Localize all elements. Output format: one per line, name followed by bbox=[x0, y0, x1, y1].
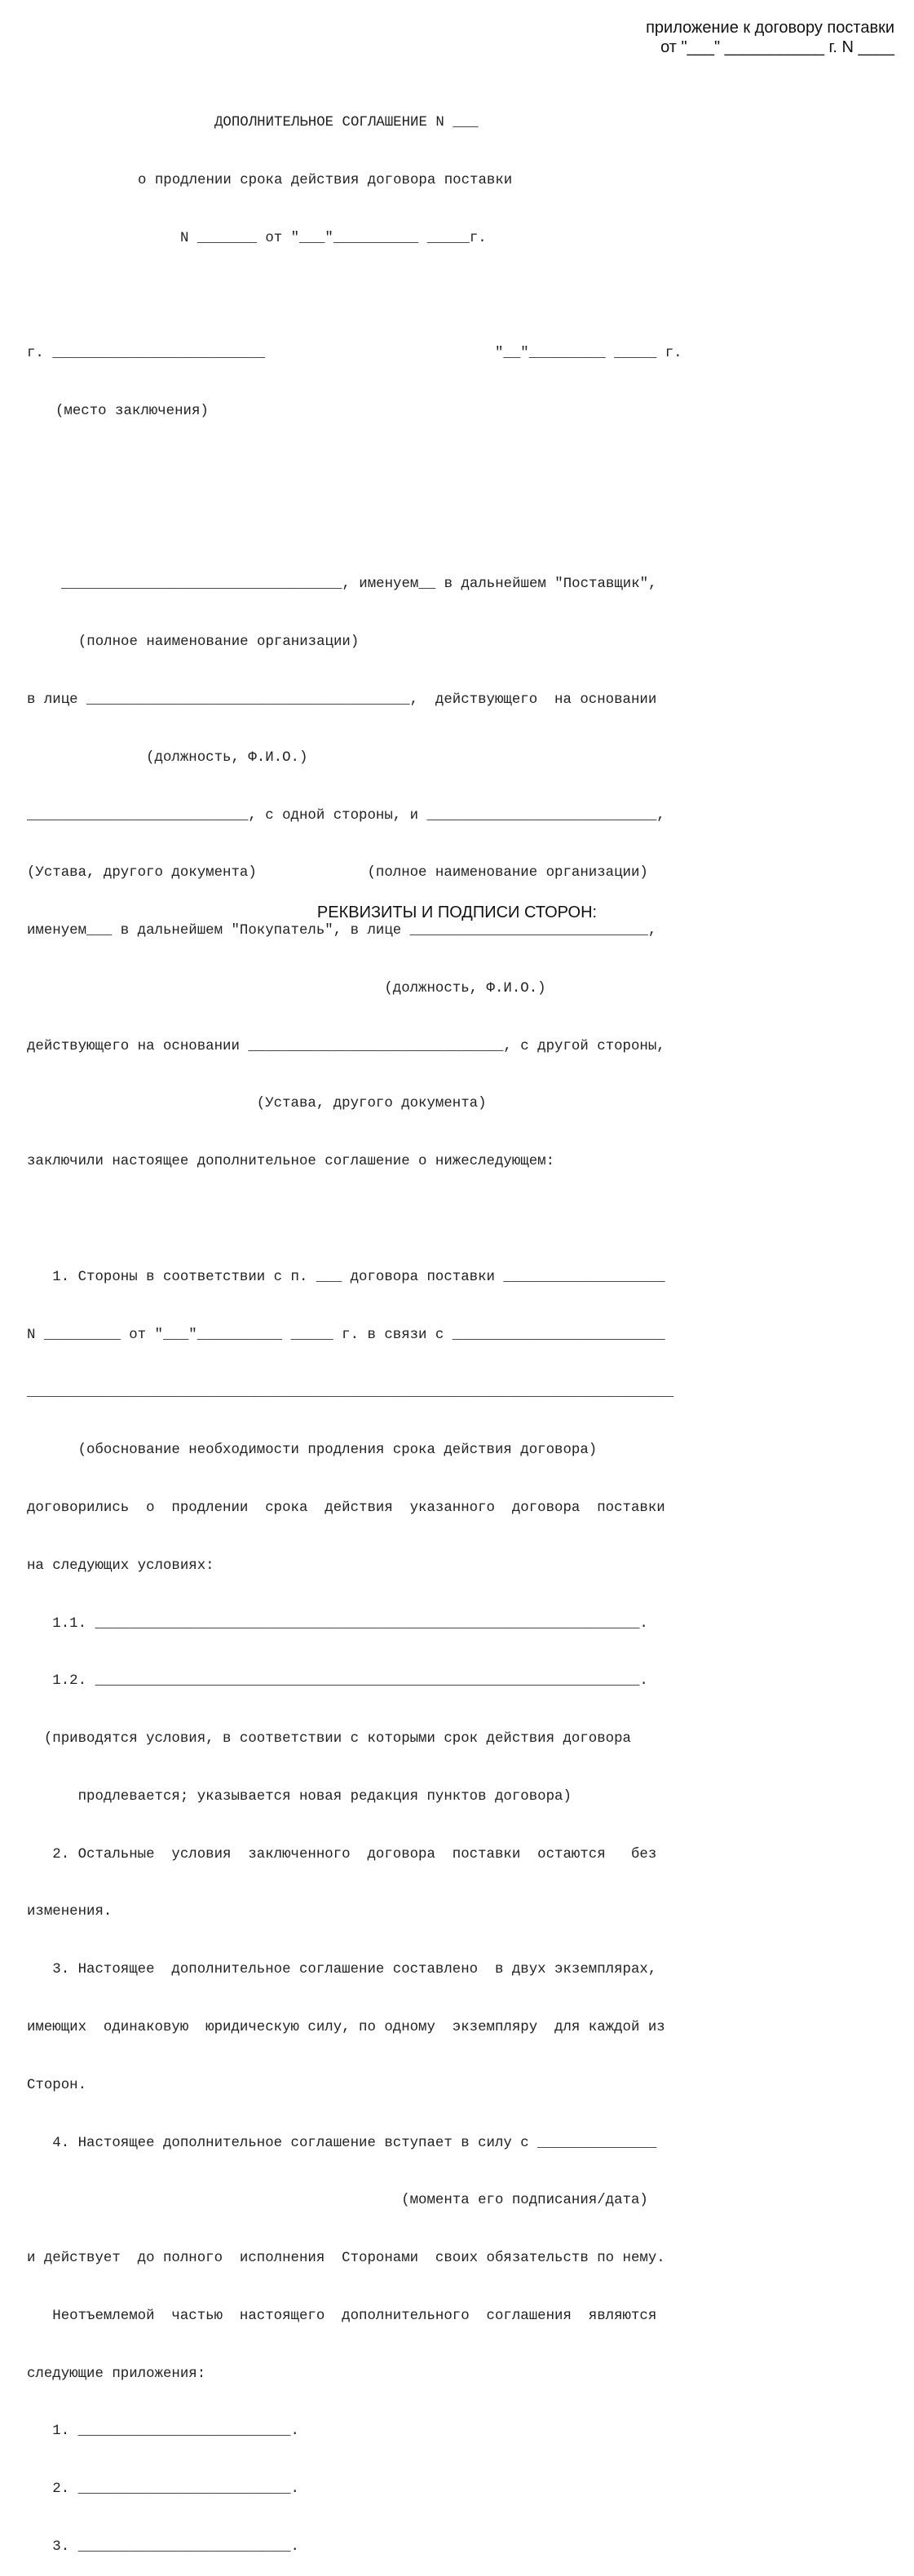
clause-line: 3. _________________________. bbox=[27, 2539, 299, 2555]
clause-line: 1.1. ________________________________________________________________. bbox=[27, 1615, 648, 1632]
spacer bbox=[27, 460, 907, 479]
document-header bbox=[646, 18, 894, 57]
parties-line: (должность, Ф.И.О.) bbox=[27, 749, 308, 766]
clause-line: 3. Настоящее дополнительное соглашение составлено в двух экземплярах, bbox=[27, 1962, 657, 1978]
header-line-1: приложение к договору поставки bbox=[646, 19, 894, 37]
parties-line: (полное наименование организации) bbox=[61, 634, 360, 651]
clause-line: Сторон. bbox=[27, 2077, 87, 2093]
parties-line: действующего на основании ______________________________, с другой стороны, bbox=[27, 1038, 665, 1054]
spacer bbox=[27, 287, 907, 307]
clause-line: имеющих одинаковую юридическую силу, по одному экземпляру для каждой из bbox=[27, 2019, 665, 2035]
spacer bbox=[27, 518, 907, 537]
spacer bbox=[27, 1210, 907, 1230]
clause-line: (момента его подписания/дата) bbox=[27, 2193, 648, 2209]
clause-line: 1.2. ________________________________________________________________. bbox=[27, 1673, 648, 1690]
signatures-title: РЕКВИЗИТЫ И ПОДПИСИ СТОРОН: bbox=[316, 904, 598, 921]
clause-line: (приводятся условия, в соответствии с которыми срок действия договора bbox=[27, 1731, 631, 1748]
parties-line: (Устава, другого документа) (полное наименование организации) bbox=[27, 865, 648, 881]
clause-line: 4. Настоящее дополнительное соглашение вступает в силу с ______________ bbox=[27, 2135, 657, 2151]
clause-line: N _________ от "___"__________ _____ г. в связи с _________________________ bbox=[27, 1327, 665, 1343]
parties-line: (Устава, другого документа) bbox=[27, 1096, 487, 1112]
clause-line: ____________________________________________________________________________ bbox=[27, 1385, 674, 1401]
title-line-1: ДОПОЛНИТЕЛЬНОЕ СОГЛАШЕНИЕ N ___ bbox=[214, 115, 479, 131]
title-line-2: о продлении срока действия договора поставки bbox=[138, 172, 513, 188]
parties-line: __________________________, с одной стороны, и ___________________________, bbox=[27, 807, 665, 824]
clause-line: следующие приложения: bbox=[27, 2366, 206, 2382]
parties-line: _________________________________, именуем__ в дальнейшем "Поставщик", bbox=[61, 577, 657, 593]
header-line-2: от "___" ___________ г. N ____ bbox=[660, 38, 894, 56]
clause-line: и действует до полного исполнения Сторонами своих обязательств по нему. bbox=[27, 2251, 665, 2267]
clause-line: 1. Стороны в соответствии с п. ___ договора поставки ___________________ bbox=[27, 1269, 665, 1285]
place-hint: (место заключения) bbox=[55, 404, 209, 420]
parties-line: заключили настоящее дополнительное соглашение о нижеследующем: bbox=[27, 1154, 555, 1170]
place-date-line: г. _________________________ "__"_________ _____ г. bbox=[27, 346, 682, 362]
clause-line: 2. _________________________. bbox=[27, 2481, 299, 2498]
parties-line: в лице ______________________________________, действующего на основании bbox=[27, 692, 657, 708]
clause-line: изменения. bbox=[27, 1904, 113, 1920]
clause-line: (обоснование необходимости продления срока действия договора) bbox=[27, 1443, 598, 1459]
clause-line: договорились о продлении срока действия указанного договора поставки bbox=[27, 1500, 665, 1516]
clause-line: продлевается; указывается новая редакция пунктов договора) bbox=[27, 1788, 572, 1805]
clause-line: Неотъемлемой частью настоящего дополнительного соглашения являются bbox=[27, 2308, 657, 2324]
agreement-body bbox=[27, 75, 907, 2576]
clause-line: 1. _________________________. bbox=[27, 2424, 299, 2440]
clause-line: 2. Остальные условия заключенного договора поставки остаются без bbox=[27, 1846, 657, 1862]
clause-line: на следующих условиях: bbox=[27, 1558, 214, 1574]
parties-line: (должность, Ф.И.О.) bbox=[27, 980, 546, 996]
title-line-3: N _______ от "___"__________ _____г. bbox=[180, 230, 487, 246]
parties-line: именуем___ в дальнейшем "Покупатель", в лице ____________________________, bbox=[27, 923, 657, 939]
